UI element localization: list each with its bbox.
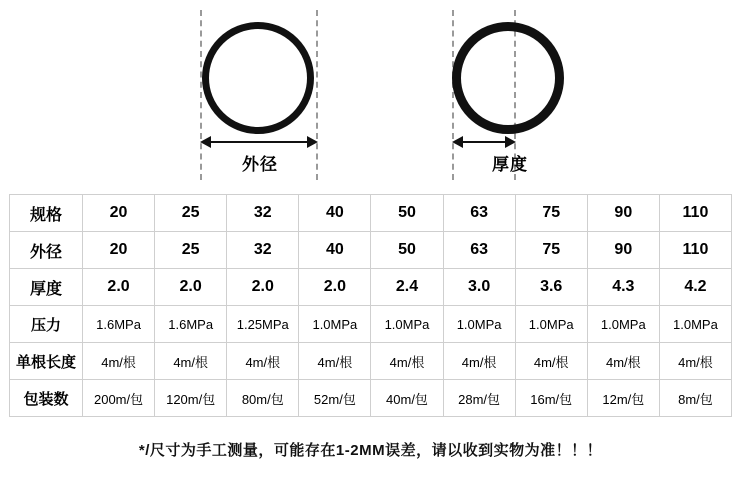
table-cell: 2.0 <box>155 269 227 306</box>
table-cell: 25 <box>155 232 227 269</box>
table-row <box>10 343 732 380</box>
table-cell: 4m/根 <box>587 343 659 380</box>
arrow-head-right-icon <box>505 136 516 148</box>
table-cell: 3.6 <box>515 269 587 306</box>
table-cell: 4m/根 <box>659 343 731 380</box>
table-cell: 1.25MPa <box>227 306 299 343</box>
row-header: 压力 <box>10 306 83 343</box>
table-cell: 12m/包 <box>587 380 659 417</box>
table-cell: 1.0MPa <box>371 306 443 343</box>
table-cell: 1.0MPa <box>587 306 659 343</box>
table-cell: 2.0 <box>83 269 155 306</box>
table-cell: 40m/包 <box>371 380 443 417</box>
table-cell: 90 <box>587 232 659 269</box>
table-cell: 90 <box>587 195 659 232</box>
table-cell: 3.0 <box>443 269 515 306</box>
table-cell: 110 <box>659 195 731 232</box>
thickness-label: 厚度 <box>492 155 528 174</box>
specification-table-body <box>10 195 732 417</box>
table-cell: 4m/根 <box>515 343 587 380</box>
table-cell: 1.0MPa <box>515 306 587 343</box>
table-row <box>10 380 732 417</box>
table-cell: 4.2 <box>659 269 731 306</box>
table-cell: 2.0 <box>227 269 299 306</box>
table-cell: 20 <box>83 195 155 232</box>
table-cell: 20 <box>83 232 155 269</box>
pipe-wall-circle <box>452 22 564 134</box>
thickness-arrow <box>452 134 516 150</box>
table-cell: 2.0 <box>299 269 371 306</box>
table-cell: 16m/包 <box>515 380 587 417</box>
table-cell: 80m/包 <box>227 380 299 417</box>
table-cell: 1.0MPa <box>659 306 731 343</box>
table-cell: 4m/根 <box>371 343 443 380</box>
table-cell: 25 <box>155 195 227 232</box>
table-cell: 75 <box>515 195 587 232</box>
row-header: 厚度 <box>10 269 83 306</box>
table-row <box>10 195 732 232</box>
table-cell: 8m/包 <box>659 380 731 417</box>
table-cell: 4m/根 <box>443 343 515 380</box>
table-cell: 2.4 <box>371 269 443 306</box>
row-header: 包装数 <box>10 380 83 417</box>
table-cell: 52m/包 <box>299 380 371 417</box>
thickness-figure <box>430 0 590 190</box>
row-header: 单根长度 <box>10 343 83 380</box>
specification-table <box>9 194 732 417</box>
table-row <box>10 269 732 306</box>
table-cell: 50 <box>371 195 443 232</box>
table-row <box>10 306 732 343</box>
table-cell: 4m/根 <box>83 343 155 380</box>
table-cell: 28m/包 <box>443 380 515 417</box>
table-cell: 1.0MPa <box>299 306 371 343</box>
table-cell: 120m/包 <box>155 380 227 417</box>
outer-diameter-figure <box>180 0 340 190</box>
row-header: 规格 <box>10 195 83 232</box>
pipe-dimension-diagram <box>0 0 741 190</box>
table-cell: 1.0MPa <box>443 306 515 343</box>
table-cell: 32 <box>227 232 299 269</box>
arrow-shaft <box>461 141 507 143</box>
table-cell: 75 <box>515 232 587 269</box>
table-cell: 50 <box>371 232 443 269</box>
table-cell: 4m/根 <box>299 343 371 380</box>
table-cell: 1.6MPa <box>83 306 155 343</box>
pipe-cross-section-circle <box>202 22 314 134</box>
table-cell: 4.3 <box>587 269 659 306</box>
arrow-head-right-icon <box>307 136 318 148</box>
table-row <box>10 232 732 269</box>
table-cell: 4m/根 <box>155 343 227 380</box>
outer-diameter-label: 外径 <box>242 155 278 174</box>
row-header: 外径 <box>10 232 83 269</box>
table-cell: 63 <box>443 232 515 269</box>
table-cell: 40 <box>299 232 371 269</box>
measurement-disclaimer: */尺寸为手工测量，可能存在1-2MM误差，请以收到实物为准！！！ <box>138 442 603 459</box>
table-cell: 200m/包 <box>83 380 155 417</box>
table-cell: 110 <box>659 232 731 269</box>
table-cell: 63 <box>443 195 515 232</box>
arrow-shaft <box>209 141 309 143</box>
table-cell: 1.6MPa <box>155 306 227 343</box>
table-cell: 32 <box>227 195 299 232</box>
outer-diameter-arrow <box>200 134 318 150</box>
table-cell: 40 <box>299 195 371 232</box>
table-cell: 4m/根 <box>227 343 299 380</box>
